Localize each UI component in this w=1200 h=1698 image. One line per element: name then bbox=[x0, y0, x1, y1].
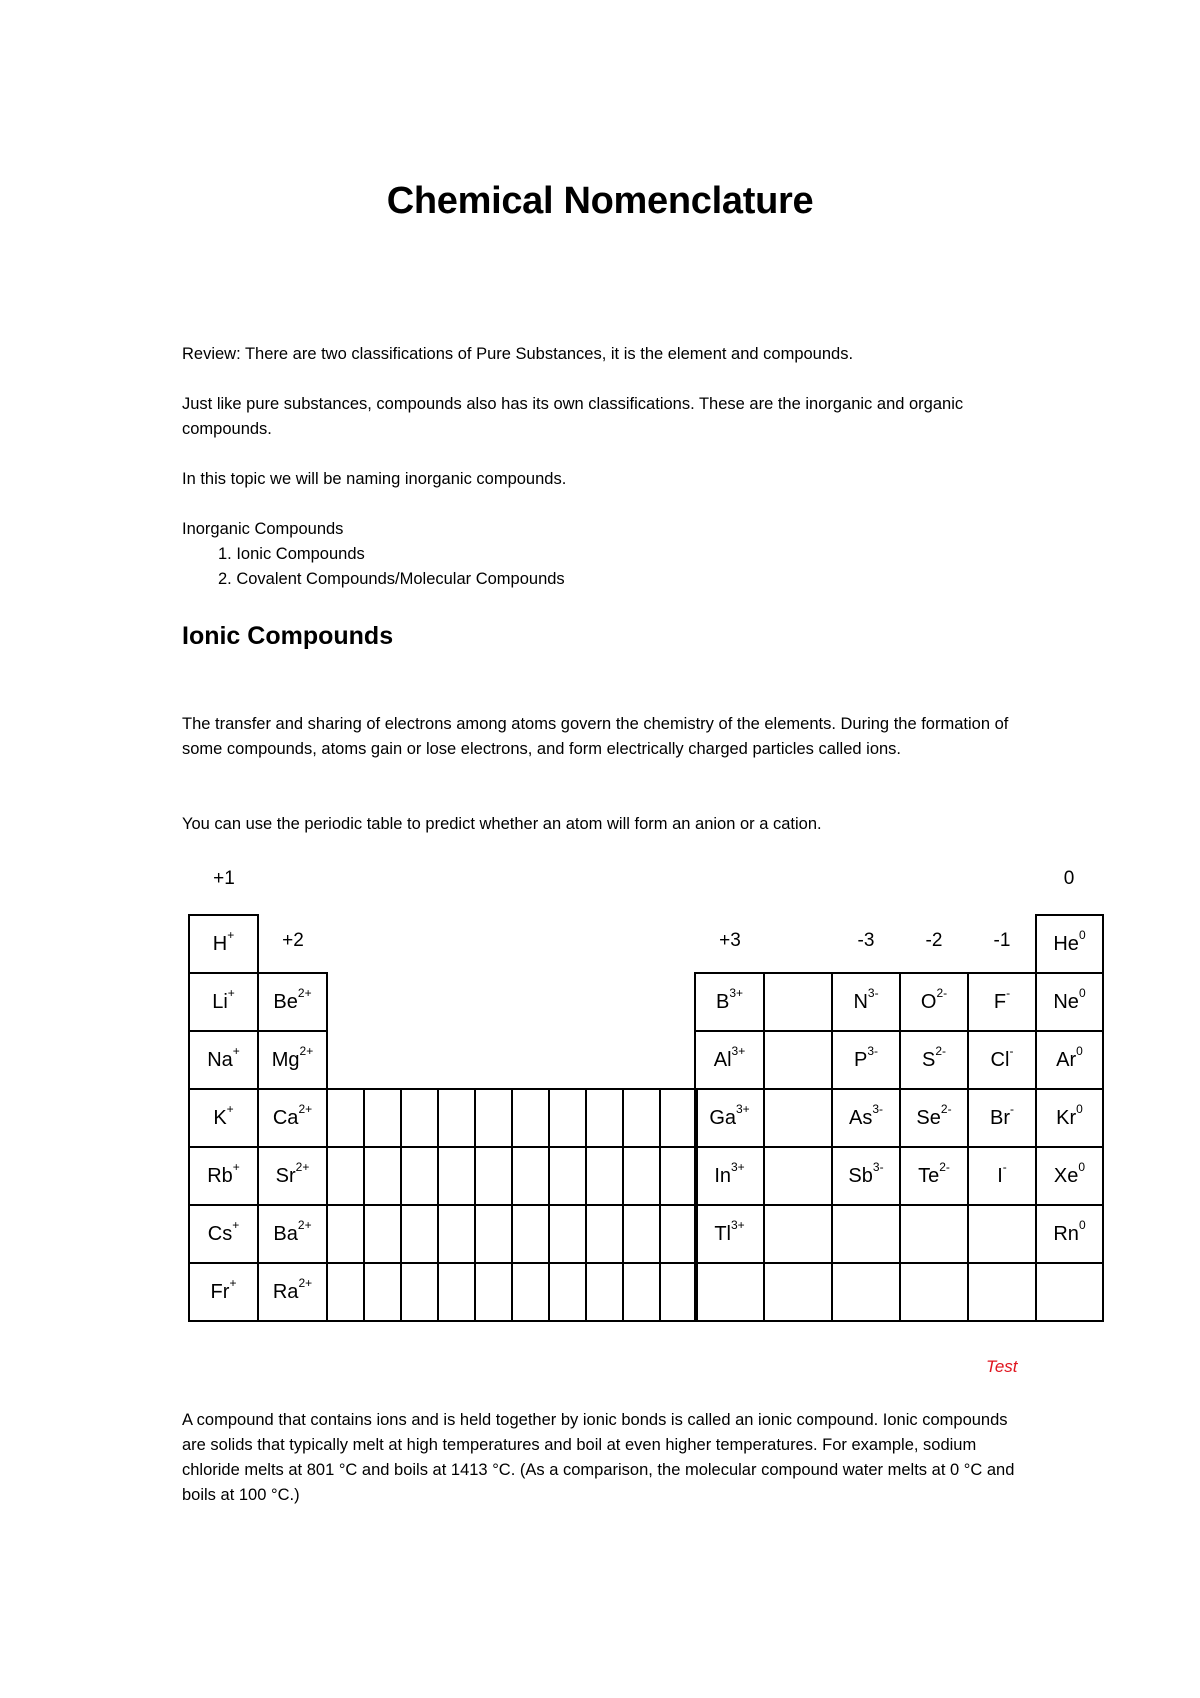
transition-metal-cell bbox=[437, 1146, 476, 1206]
inorganic-list bbox=[218, 542, 565, 592]
transition-metal-cell bbox=[363, 1204, 402, 1264]
ion-symbol: Ga bbox=[709, 1106, 736, 1129]
element-cell-ne bbox=[1035, 972, 1104, 1032]
element-cell-be bbox=[257, 972, 328, 1032]
element-cell-nh bbox=[694, 1262, 765, 1322]
transition-metal-cell bbox=[585, 1262, 624, 1322]
ion-charge: + bbox=[232, 1159, 240, 1174]
ion-symbol: N bbox=[853, 990, 868, 1013]
transition-metal-cell bbox=[511, 1204, 550, 1264]
transition-metal-cell bbox=[511, 1088, 550, 1148]
element-cell-ge bbox=[763, 1088, 833, 1148]
ion-symbol: In bbox=[714, 1164, 731, 1187]
ion-charge: 3- bbox=[867, 985, 879, 1000]
ion-symbol: Na bbox=[207, 1048, 233, 1071]
ion-symbol: F bbox=[993, 990, 1007, 1013]
element-cell-bi bbox=[831, 1204, 901, 1264]
element-cell-pb bbox=[763, 1204, 833, 1264]
ion-charge: 2+ bbox=[298, 1275, 313, 1290]
transition-metal-cell bbox=[326, 1262, 365, 1322]
ion-symbol: Ba bbox=[273, 1222, 298, 1245]
ion-charge: 0 bbox=[1078, 927, 1086, 942]
ion-charge: 2- bbox=[940, 1101, 952, 1116]
element-cell-te bbox=[899, 1146, 969, 1206]
ion-symbol: Cs bbox=[207, 1222, 233, 1245]
ion-symbol: Xe bbox=[1053, 1164, 1079, 1187]
element-cell-og bbox=[1035, 1262, 1104, 1322]
ion-charge: 3+ bbox=[729, 985, 744, 1000]
transition-metal-cell bbox=[548, 1204, 587, 1264]
inorganic-heading: Inorganic Compounds bbox=[182, 520, 344, 538]
ion-charge: 0 bbox=[1076, 1101, 1083, 1116]
ion-symbol: As bbox=[848, 1106, 873, 1129]
element-cell-rn bbox=[1035, 1204, 1104, 1264]
element-cell-i bbox=[967, 1146, 1037, 1206]
transition-metal-cell bbox=[400, 1262, 439, 1322]
element-cell-kr bbox=[1035, 1088, 1104, 1148]
charge-label-group-16: -2 bbox=[925, 930, 943, 951]
ion-charge: + bbox=[229, 1275, 237, 1290]
element-cell-at bbox=[967, 1204, 1037, 1264]
element-cell-na bbox=[188, 1030, 259, 1090]
element-cell-ts bbox=[967, 1262, 1037, 1322]
ion-symbol: Cl bbox=[990, 1048, 1010, 1071]
ion-charge: 2+ bbox=[299, 1043, 314, 1058]
element-cell-si bbox=[763, 1030, 833, 1090]
element-cell-f bbox=[967, 972, 1037, 1032]
transition-metal-cell bbox=[585, 1088, 624, 1148]
test-note: Test bbox=[986, 1357, 1018, 1376]
element-cell-o bbox=[899, 972, 969, 1032]
transition-metal-cell bbox=[659, 1204, 698, 1264]
ion-charge: - bbox=[1010, 1101, 1014, 1116]
ion-charge: + bbox=[232, 1217, 240, 1232]
transition-metal-cell bbox=[400, 1146, 439, 1206]
element-cell-cl bbox=[967, 1030, 1037, 1090]
ion-charge: 2+ bbox=[297, 1217, 312, 1232]
transition-metal-cell bbox=[437, 1088, 476, 1148]
element-cell-n bbox=[831, 972, 901, 1032]
element-cell-s bbox=[899, 1030, 969, 1090]
ion-charge: 2+ bbox=[298, 1101, 313, 1116]
ion-symbol: Sr bbox=[275, 1164, 296, 1187]
transition-metal-cell bbox=[474, 1204, 513, 1264]
element-cell-sb bbox=[831, 1146, 901, 1206]
ion-symbol: O bbox=[920, 990, 937, 1013]
transition-metal-cell bbox=[548, 1146, 587, 1206]
ion-charge: 2- bbox=[935, 1043, 946, 1058]
ion-symbol: Ne bbox=[1053, 990, 1079, 1013]
ion-charge: 3+ bbox=[731, 1159, 745, 1174]
transition-metal-cell bbox=[585, 1204, 624, 1264]
page-title: Chemical Nomenclature bbox=[386, 180, 814, 222]
transition-metal-cell bbox=[548, 1262, 587, 1322]
transition-metal-cell bbox=[363, 1088, 402, 1148]
element-cell-sn bbox=[763, 1146, 833, 1206]
transition-metal-cell bbox=[659, 1262, 698, 1322]
transition-metal-cell bbox=[622, 1088, 661, 1148]
element-cell-rb bbox=[188, 1146, 259, 1206]
element-cell-fl bbox=[763, 1262, 833, 1322]
review-paragraph: Review: There are two classifications of Pure Substances, it is the element and compounds. bbox=[182, 345, 854, 363]
ion-symbol: He bbox=[1053, 932, 1079, 955]
ion-charge: 3- bbox=[867, 1043, 878, 1058]
ion-symbol: K bbox=[213, 1106, 227, 1129]
topic-paragraph: In this topic we will be naming inorganic compounds. bbox=[182, 470, 567, 488]
ion-charge: + bbox=[227, 927, 235, 942]
transition-metal-cell bbox=[400, 1204, 439, 1264]
transfer-paragraph: The transfer and sharing of electrons among atoms govern the chemistry of the elements. During the formation of some compounds, atoms gain or lose electrons, and form electrically charged particles called ions. bbox=[182, 715, 1009, 758]
element-cell-b bbox=[694, 972, 765, 1032]
element-cell-c bbox=[763, 972, 833, 1032]
transition-metal-cell bbox=[437, 1204, 476, 1264]
transition-metal-cell bbox=[326, 1204, 365, 1264]
ion-charge: + bbox=[227, 985, 235, 1000]
ion-charge: - bbox=[1002, 1159, 1007, 1174]
element-cell-po bbox=[899, 1204, 969, 1264]
ion-symbol: Al bbox=[713, 1048, 732, 1071]
ion-charge: + bbox=[226, 1101, 234, 1116]
ion-charge: 2+ bbox=[295, 1159, 310, 1174]
charge-label-group-15: -3 bbox=[857, 930, 875, 951]
element-cell-xe bbox=[1035, 1146, 1104, 1206]
ion-symbol: P bbox=[853, 1048, 868, 1071]
element-cell-tl bbox=[694, 1204, 765, 1264]
ionic-compound-paragraph: A compound that contains ions and is held together by ionic bonds is called an ionic compound. Ionic compounds are solids that typically melt at high temperatures and boil at even higher temperatures. For example, sodium chloride melts at 801 °C and boils at 1413 °C. (As a comparison, the molecular compound water melts at 0 °C and boils at 100 °C.) bbox=[182, 1411, 1015, 1504]
ion-symbol: Ra bbox=[272, 1280, 299, 1303]
ion-symbol: I bbox=[997, 1164, 1003, 1187]
ion-charge: 2- bbox=[939, 1159, 950, 1174]
ion-symbol: B bbox=[715, 990, 730, 1013]
transition-metal-cell bbox=[363, 1262, 402, 1322]
ion-symbol: Kr bbox=[1056, 1106, 1077, 1129]
ion-charge: 0 bbox=[1078, 985, 1086, 1000]
ion-symbol: Sb bbox=[848, 1164, 873, 1187]
ion-charge: + bbox=[232, 1043, 240, 1058]
ion-symbol: Mg bbox=[271, 1048, 300, 1071]
ion-symbol: H bbox=[212, 932, 228, 955]
ion-symbol: Fr bbox=[210, 1280, 230, 1303]
charge-label-group-18: 0 bbox=[1063, 868, 1075, 889]
ion-charge: 3+ bbox=[736, 1101, 750, 1116]
transition-metal-cell bbox=[400, 1088, 439, 1148]
transition-metal-cell bbox=[437, 1262, 476, 1322]
element-cell-p bbox=[831, 1030, 901, 1090]
element-cell-se bbox=[899, 1088, 969, 1148]
transition-metal-cell bbox=[363, 1146, 402, 1206]
charge-label-group-1: +1 bbox=[213, 868, 235, 889]
element-cell-he bbox=[1035, 914, 1104, 974]
element-cell-ar bbox=[1035, 1030, 1104, 1090]
ion-symbol: Ca bbox=[272, 1106, 299, 1129]
element-cell-sr bbox=[257, 1146, 328, 1206]
ion-charge: 3+ bbox=[731, 1043, 746, 1058]
element-cell-ga bbox=[694, 1088, 765, 1148]
list-item: 1. Ionic Compounds bbox=[218, 545, 365, 563]
ion-symbol: Li bbox=[212, 990, 228, 1013]
ion-symbol: Be bbox=[273, 990, 298, 1013]
element-cell-cs bbox=[188, 1204, 259, 1264]
element-cell-as bbox=[831, 1088, 901, 1148]
transition-metal-cell bbox=[622, 1262, 661, 1322]
ion-charge: 3- bbox=[872, 1159, 884, 1174]
element-cell-mc bbox=[831, 1262, 901, 1322]
transition-metal-cell bbox=[474, 1088, 513, 1148]
ion-symbol: Tl bbox=[714, 1222, 731, 1245]
transition-metal-cell bbox=[326, 1088, 365, 1148]
ion-symbol: Rn bbox=[1053, 1222, 1079, 1245]
element-cell-mg bbox=[257, 1030, 328, 1090]
charge-label-group-2: +2 bbox=[282, 930, 304, 951]
ion-charge: 2+ bbox=[297, 985, 312, 1000]
charge-label-group-17: -1 bbox=[993, 930, 1011, 951]
transition-metal-cell bbox=[659, 1146, 698, 1206]
element-cell-in bbox=[694, 1146, 765, 1206]
ion-symbol: Rb bbox=[207, 1164, 233, 1187]
ion-charge: 0 bbox=[1078, 1159, 1086, 1174]
predict-paragraph: You can use the periodic table to predict whether an atom will form an anion or a cation. bbox=[182, 815, 822, 833]
transition-metal-cell bbox=[511, 1262, 550, 1322]
element-cell-k bbox=[188, 1088, 259, 1148]
transition-metal-cell bbox=[474, 1146, 513, 1206]
ion-symbol: Br bbox=[990, 1106, 1010, 1129]
element-cell-ra bbox=[257, 1262, 328, 1322]
charge-label-group-13: +3 bbox=[719, 930, 741, 951]
element-cell-fr bbox=[188, 1262, 259, 1322]
transition-metal-cell bbox=[622, 1204, 661, 1264]
classifications-paragraph: Just like pure substances, compounds also has its own classifications. These are the inorganic and organic compounds. bbox=[182, 395, 964, 438]
ion-symbol: Te bbox=[918, 1164, 940, 1187]
element-cell-ca bbox=[257, 1088, 328, 1148]
transition-metal-cell bbox=[585, 1146, 624, 1206]
transition-metal-cell bbox=[474, 1262, 513, 1322]
transition-metal-cell bbox=[548, 1088, 587, 1148]
transition-metal-cell bbox=[659, 1088, 698, 1148]
element-cell-br bbox=[967, 1088, 1037, 1148]
element-cell-al bbox=[694, 1030, 765, 1090]
transition-metal-cell bbox=[326, 1146, 365, 1206]
ion-charge: 0 bbox=[1076, 1043, 1083, 1058]
element-cell-li bbox=[188, 972, 259, 1032]
ion-charge: - bbox=[1009, 1043, 1014, 1058]
element-cell-ba bbox=[257, 1204, 328, 1264]
ion-symbol: Se bbox=[916, 1106, 941, 1129]
ion-charge: 3+ bbox=[730, 1217, 745, 1232]
element-cell-lv bbox=[899, 1262, 969, 1322]
element-cell-h bbox=[188, 914, 259, 974]
ion-charge: 2- bbox=[936, 985, 948, 1000]
transition-metal-cell bbox=[511, 1146, 550, 1206]
ion-charge: - bbox=[1006, 985, 1011, 1000]
ion-symbol: S bbox=[921, 1048, 936, 1071]
section-heading-ionic-compounds: Ionic Compounds bbox=[182, 622, 394, 650]
ion-charge: 0 bbox=[1078, 1217, 1086, 1232]
list-item: 2. Covalent Compounds/Molecular Compounds bbox=[218, 570, 565, 588]
ion-charge: 3- bbox=[872, 1101, 883, 1116]
transition-metal-cell bbox=[622, 1146, 661, 1206]
ion-symbol: Ar bbox=[1056, 1048, 1077, 1071]
